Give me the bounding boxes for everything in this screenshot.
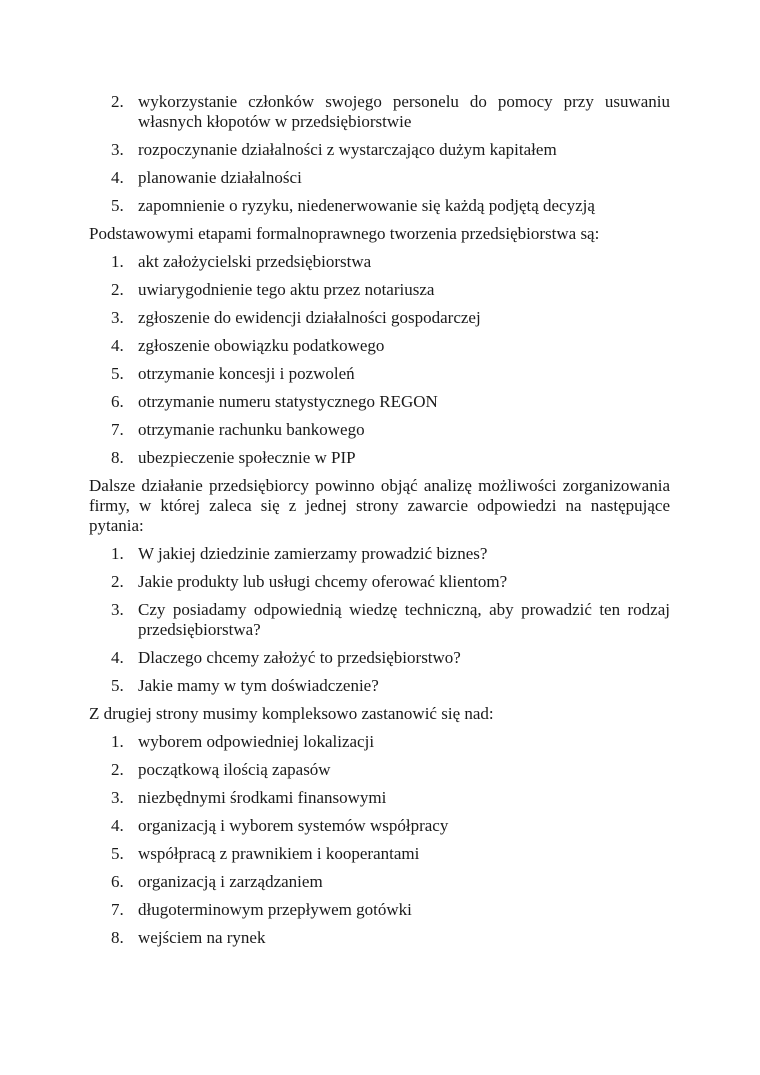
- list-item: [89, 92, 670, 132]
- list-text: Jakie mamy w tym doświadczenie?: [138, 676, 379, 695]
- list-item: [89, 648, 670, 668]
- list-number: 2.: [111, 280, 124, 299]
- list-item: [89, 844, 670, 864]
- list-text: otrzymanie koncesji i pozwoleń: [138, 364, 355, 383]
- list-text: Czy posiadamy odpowiednią wiedzę techniczną, aby prowadzić ten rodzaj przedsiębiorstwa?: [138, 600, 670, 639]
- list-number: 6.: [111, 392, 124, 411]
- list-text: wyborem odpowiedniej lokalizacji: [138, 732, 375, 751]
- list-number: 6.: [111, 872, 124, 891]
- list-number: 1.: [111, 732, 124, 751]
- list-number: 3.: [111, 140, 124, 159]
- list-text: Jakie produkty lub usługi chcemy oferować klientom?: [138, 572, 508, 591]
- document-page: [89, 90, 670, 956]
- list-item: [89, 928, 670, 948]
- list-number: 2.: [111, 92, 124, 111]
- list-text: wykorzystanie członków swojego personelu do pomocy przy usuwaniu własnych kłopotów w przedsiębiorstwie: [138, 92, 670, 131]
- list-item: [89, 140, 670, 160]
- list-item: [89, 280, 670, 300]
- list-item: [89, 788, 670, 808]
- list-text: Dlaczego chcemy założyć to przedsiębiorstwo?: [138, 648, 461, 667]
- list-considerations: [89, 732, 670, 948]
- list-text: zgłoszenie obowiązku podatkowego: [138, 336, 385, 355]
- list-text: rozpoczynanie działalności z wystarczająco dużym kapitałem: [138, 140, 557, 159]
- list-number: 7.: [111, 420, 124, 439]
- list-number: 8.: [111, 928, 124, 947]
- list-text: planowanie działalności: [138, 168, 302, 187]
- list-number: 4.: [111, 648, 124, 667]
- list-item: [89, 364, 670, 384]
- list-number: 3.: [111, 308, 124, 327]
- list-number: 5.: [111, 844, 124, 863]
- list-text: początkową ilością zapasów: [138, 760, 331, 779]
- list-number: 3.: [111, 600, 124, 619]
- list-text: W jakiej dziedzinie zamierzamy prowadzić biznes?: [138, 544, 488, 563]
- list-item: [89, 448, 670, 468]
- list-item: [89, 544, 670, 564]
- list-number: 8.: [111, 448, 124, 467]
- list-text: zapomnienie o ryzyku, niedenerwowanie się każdą podjętą decyzją: [138, 196, 595, 215]
- list-item: [89, 196, 670, 216]
- list-text: organizacją i wyborem systemów współpracy: [138, 816, 449, 835]
- list-text: akt założycielski przedsiębiorstwa: [138, 252, 372, 271]
- list-number: 4.: [111, 336, 124, 355]
- list-number: 2.: [111, 760, 124, 779]
- list-item: [89, 676, 670, 696]
- list-item: [89, 336, 670, 356]
- list-text: niezbędnymi środkami finansowymi: [138, 788, 387, 807]
- list-continued: [89, 92, 670, 216]
- list-item: [89, 420, 670, 440]
- list-item: [89, 572, 670, 592]
- list-text: otrzymanie rachunku bankowego: [138, 420, 365, 439]
- list-text: zgłoszenie do ewidencji działalności gospodarczej: [138, 308, 481, 327]
- list-number: 3.: [111, 788, 124, 807]
- list-text: organizacją i zarządzaniem: [138, 872, 323, 891]
- list-text: współpracą z prawnikiem i kooperantami: [138, 844, 420, 863]
- list-stages: [89, 252, 670, 468]
- paragraph-stages: Podstawowymi etapami formalnoprawnego tworzenia przedsiębiorstwa są:: [89, 224, 600, 243]
- list-item: [89, 600, 670, 640]
- list-number: 7.: [111, 900, 124, 919]
- list-number: 2.: [111, 572, 124, 591]
- list-item: [89, 252, 670, 272]
- list-number: 5.: [111, 196, 124, 215]
- list-text: wejściem na rynek: [138, 928, 266, 947]
- list-text: ubezpieczenie społecznie w PIP: [138, 448, 356, 467]
- list-number: 1.: [111, 544, 124, 563]
- list-number: 4.: [111, 168, 124, 187]
- list-item: [89, 760, 670, 780]
- list-item: [89, 392, 670, 412]
- list-text: uwiarygodnienie tego aktu przez notariusza: [138, 280, 435, 299]
- list-item: [89, 900, 670, 920]
- list-item: [89, 732, 670, 752]
- list-item: [89, 308, 670, 328]
- list-questions: [89, 544, 670, 696]
- list-text: długoterminowym przepływem gotówki: [138, 900, 412, 919]
- list-number: 1.: [111, 252, 124, 271]
- list-number: 5.: [111, 676, 124, 695]
- paragraph-other-side: Z drugiej strony musimy kompleksowo zastanowić się nad:: [89, 704, 494, 723]
- list-number: 4.: [111, 816, 124, 835]
- list-item: [89, 816, 670, 836]
- list-text: otrzymanie numeru statystycznego REGON: [138, 392, 438, 411]
- paragraph-analysis: Dalsze działanie przedsiębiorcy powinno objąć analizę możliwości zorganizowania firmy, w której zaleca się z jednej strony zawarcie odpowiedzi na następujące pytania:: [89, 476, 670, 535]
- list-item: [89, 168, 670, 188]
- list-number: 5.: [111, 364, 124, 383]
- list-item: [89, 872, 670, 892]
